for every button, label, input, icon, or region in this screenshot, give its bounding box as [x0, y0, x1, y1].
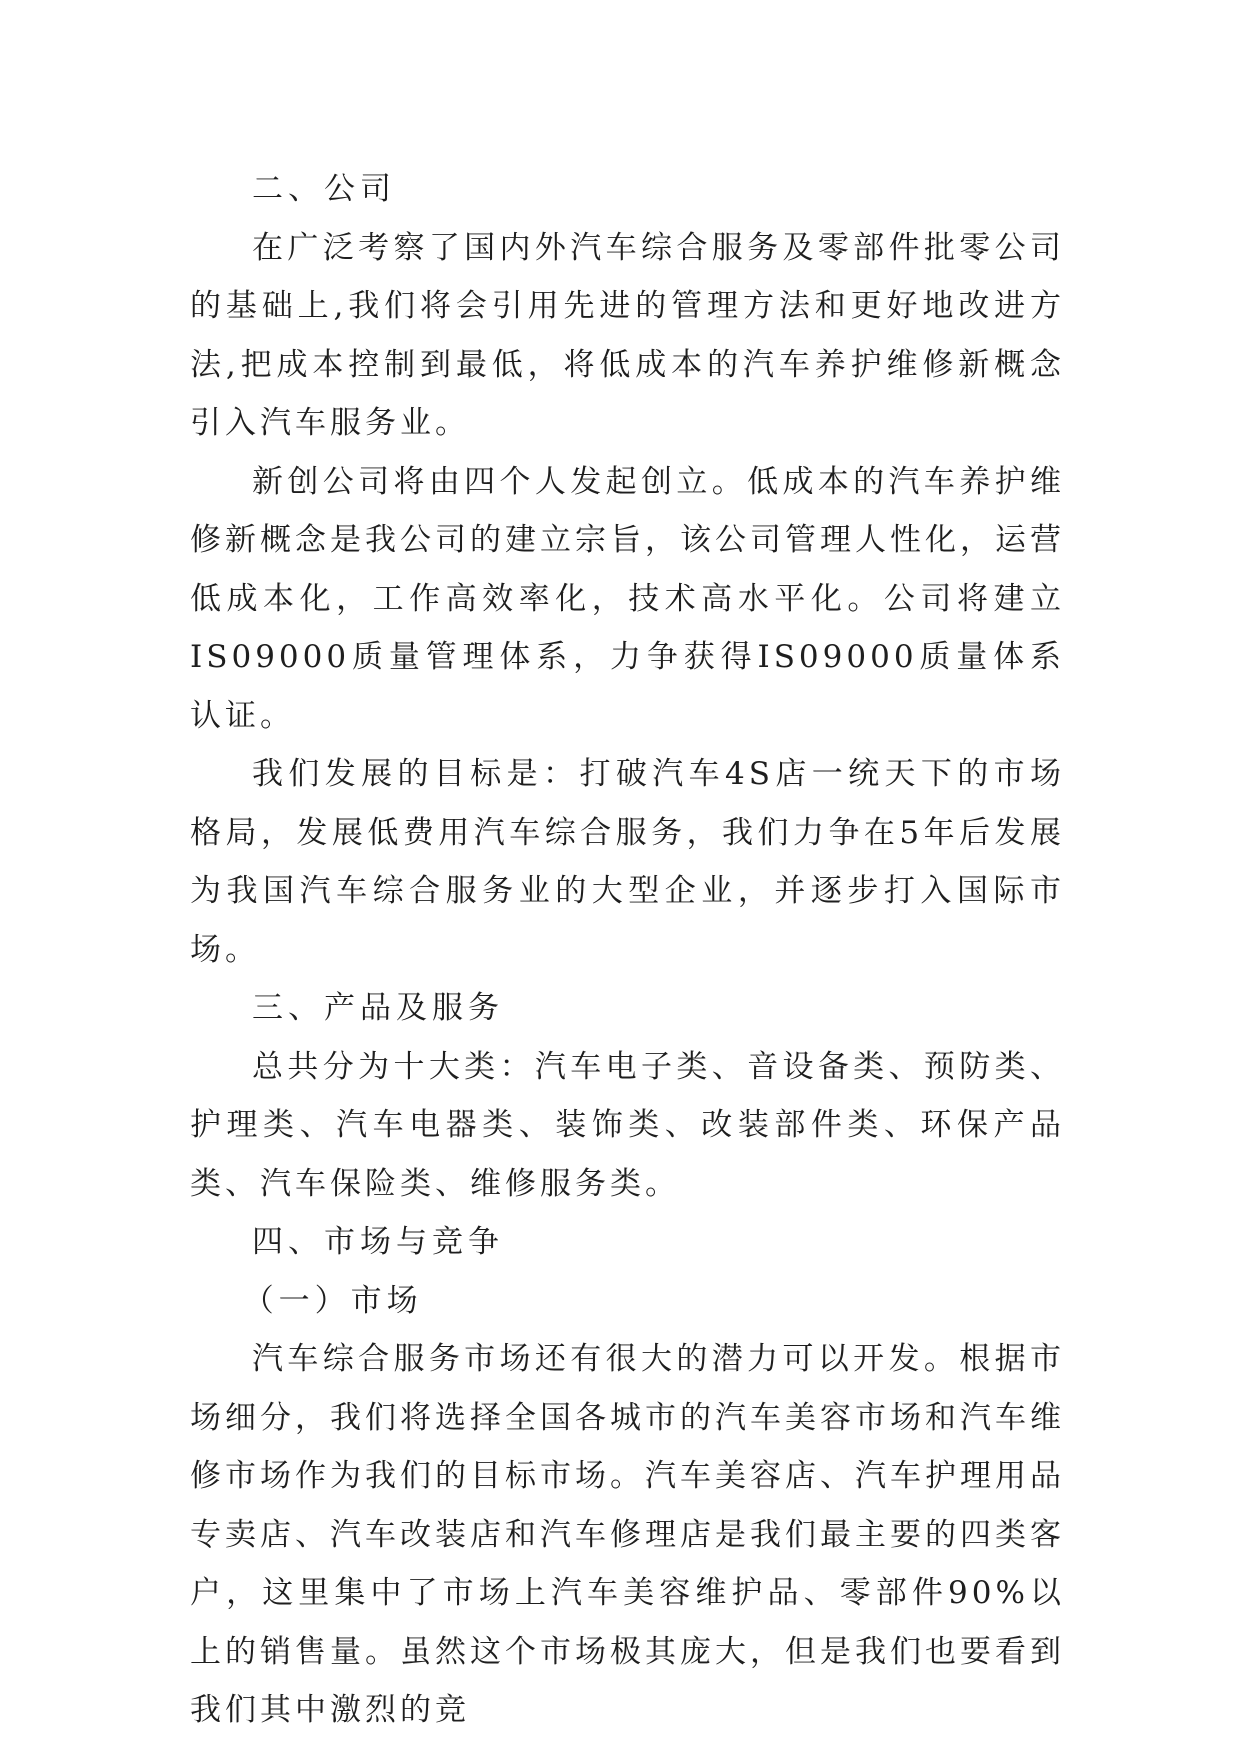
section-heading-market: 四、市场与竞争	[252, 1224, 504, 1260]
paragraph-company-intro: 在广泛考察了国内外汽车综合服务及零部件批零公司的基础上,我们将会引用先进的管理方法和更好地改进方法,把成本控制到最低，将低成本的汽车养护维修新概念引入汽车服务业。	[190, 229, 1065, 441]
paragraph-market-analysis: 汽车综合服务市场还有很大的潜力可以开发。根据市场细分，我们将选择全国各城市的汽车美容市场和汽车维修市场作为我们的目标市场。汽车美容店、汽车护理用品专卖店、汽车改装店和汽车修理店是我们最主要的四类客户，这里集中了市场上汽车美容维护品、零部件90%以上的销售量。虽然这个市场极其庞大，但是我们也要看到我们其中激烈的竞	[190, 1341, 1065, 1728]
paragraph-company-founding: 新创公司将由四个人发起创立。低成本的汽车养护维修新概念是我公司的建立宗旨，该公司管理人性化，运营低成本化，工作高效率化，技术高水平化。公司将建立IS09000质量管理体系，力争获得IS09000质量体系认证。	[190, 463, 1065, 734]
section-heading-products: 三、产品及服务	[252, 990, 504, 1026]
subsection-heading-market: （一）市场	[242, 1282, 423, 1319]
paragraph-products-categories: 总共分为十大类：汽车电子类、音设备类、预防类、护理类、汽车电器类、装饰类、改装部件类、环保产品类、汽车保险类、维修服务类。	[190, 1048, 1065, 1202]
paragraph-company-goal: 我们发展的目标是：打破汽车4S店一统天下的市场格局，发展低费用汽车综合服务，我们力争在5年后发展为我国汽车综合服务业的大型企业，并逐步打入国际市场。	[190, 756, 1065, 968]
document-body	[190, 160, 1065, 1740]
section-heading-company: 二、公司	[252, 171, 396, 207]
